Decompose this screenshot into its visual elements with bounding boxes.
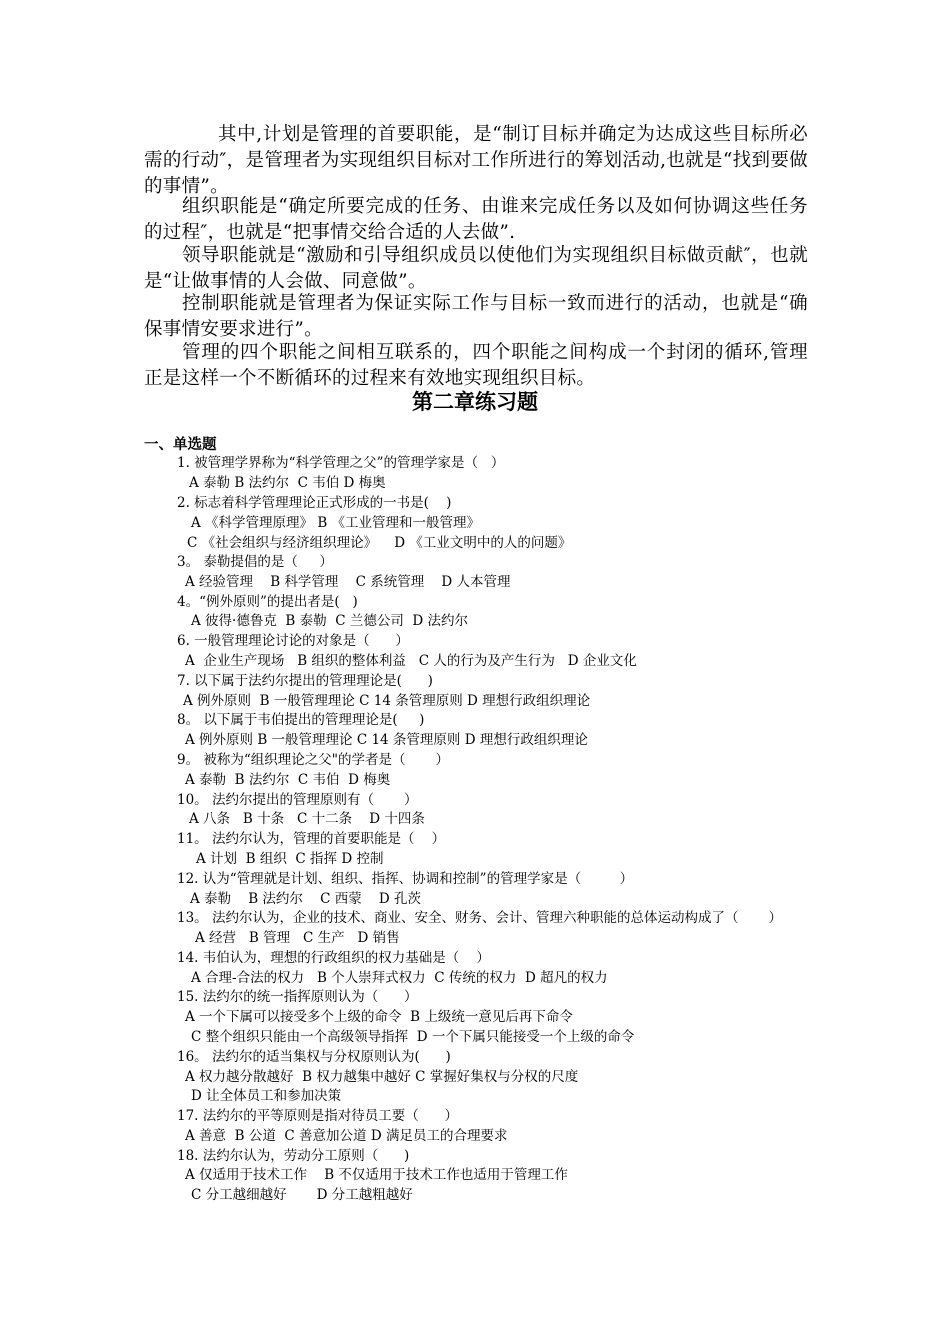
- options-line: A 泰勒 B 法约尔 C 韦伯 D 梅奥: [189, 475, 386, 491]
- question-line: 10。 法约尔提出的管理原则有（ ）: [177, 792, 418, 808]
- options-line: A 例外原则 B 一般管理理论 C 14 条管理原则 D 理想行政组织理论: [183, 693, 591, 709]
- options-line: A 例外原则 B 一般管理理论 C 14 条管理原则 D 理想行政组织理论: [185, 732, 588, 748]
- options-line: A 计划 B 组织 C 指挥 D 控制: [196, 851, 384, 867]
- options-line: D 让全体员工和参加决策: [191, 1088, 342, 1104]
- intro-paragraph-leading: 领导职能就是“激励和引导组织成员以使他们为实现组织目标做贡献″，也就是“让做事情的人会做、同意做”。: [144, 245, 808, 292]
- options-line: C 《社会组织与经济组织理论》 D 《工业文明中的人的问题》: [187, 535, 572, 551]
- options-line: A 一个下属可以接受多个上级的命令 B 上级统一意见后再下命令: [185, 1009, 573, 1025]
- intro-paragraph-cycle: 管理的四个职能之间相互联系的，四个职能之间构成一个封闭的循环,管理正是这样一个不断循环的过程来有效地实现组织目标。: [144, 342, 808, 389]
- options-line: A 彼得·德鲁克 B 泰勒 C 兰德公司 D 法约尔: [191, 613, 469, 629]
- options-line: A 经验管理 B 科学管理 C 系统管理 D 人本管理: [185, 574, 511, 590]
- question-line: 9。 被称为“组织理论之父"的学者是（ ）: [177, 752, 450, 768]
- options-line: C 分工越细越好 D 分工越粗越好: [191, 1187, 413, 1203]
- options-line: A 仅适用于技术工作 B 不仅适用于技术工作也适用于管理工作: [185, 1167, 568, 1183]
- options-line: A 泰勒 B 法约尔 C 韦伯 D 梅奥: [185, 772, 391, 788]
- options-line: A 泰勒 B 法约尔 C 西蒙 D 孔茨: [190, 891, 421, 907]
- question-line: 11。 法约尔认为，管理的首要职能是（ ）: [177, 831, 446, 847]
- options-line: A 企业生产现场 B 组织的整体利益 C 人的行为及产生行为 D 企业文化: [185, 653, 637, 669]
- options-line: A 八条 B 十条 C 十二条 D 十四条: [189, 811, 425, 827]
- intro-paragraph-organizing: 组织职能是“确定所要完成的任务、由谁来完成任务以及如何协调这些任务的过程″，也就是“把事情交给合适的人去做”.: [144, 196, 808, 243]
- question-line: 14. 韦伯认为，理想的行政组织的权力基础是（ ）: [177, 950, 490, 966]
- question-line: 6. 一般管理理论讨论的对象是（ ）: [177, 633, 409, 649]
- question-line: 2. 标志着科学管理理论正式形成的一书是( ): [177, 495, 452, 511]
- question-line: 13。 法约尔认为，企业的技术、商业、安全、财务、会计、管理六种职能的总体运动构成了（ ）: [177, 910, 783, 926]
- question-line: 12. 认为“管理就是计划、组织、指挥、协调和控制”的管理学家是（ ）: [177, 871, 634, 887]
- question-line: 1. 被管理学界称为“科学管理之父”的管理学家是（ ）: [177, 455, 505, 471]
- intro-paragraph-planning: 其中,计划是管理的首要职能，是“制订目标并确定为达成这些目标所必需的行动″，是管理者为实现组织目标对工作所进行的筹划活动,也就是“找到要做的事情”。: [144, 124, 808, 197]
- options-line: A 经营 B 管理 C 生产 D 销售: [195, 930, 400, 946]
- options-line: A 合理-合法的权力 B 个人崇拜式权力 C 传统的权力 D 超凡的权力: [191, 970, 608, 986]
- options-line: A 善意 B 公道 C 善意加公道 D 满足员工的合理要求: [185, 1128, 508, 1144]
- options-line: C 整个组织只能由一个高级领导指挥 D 一个下属只能接受一个上级的命令: [191, 1029, 635, 1045]
- chapter-title: 第二章练习题: [412, 389, 538, 414]
- question-line: 17. 法约尔的平等原则是指对待员工要（ ）: [177, 1108, 459, 1124]
- question-line: 7. 以下属于法约尔提出的管理理论是( ): [177, 673, 433, 689]
- section-heading: 一、单选题: [144, 437, 217, 453]
- question-line: 16。 法约尔的适当集权与分权原则认为( ): [177, 1049, 451, 1065]
- question-line: 18. 法约尔认为，劳动分工原则（ ): [177, 1148, 410, 1164]
- question-line: 15. 法约尔的统一指挥原则认为（ ）: [177, 989, 418, 1005]
- options-line: A 权力越分散越好 B 权力越集中越好 C 掌握好集权与分权的尺度: [185, 1069, 579, 1085]
- question-line: 8。 以下属于韦伯提出的管理理论是( ): [177, 712, 425, 728]
- options-line: A 《科学管理原理》 B 《工业管理和一般管理》: [191, 515, 481, 531]
- question-line: 4。“例外原则”的提出者是( ): [177, 594, 358, 610]
- question-line: 3。 泰勒提倡的是（ ）: [177, 554, 333, 570]
- intro-paragraph-controlling: 控制职能就是管理者为保证实际工作与目标一致而进行的活动，也就是“确保事情安要求进行”。: [144, 293, 808, 340]
